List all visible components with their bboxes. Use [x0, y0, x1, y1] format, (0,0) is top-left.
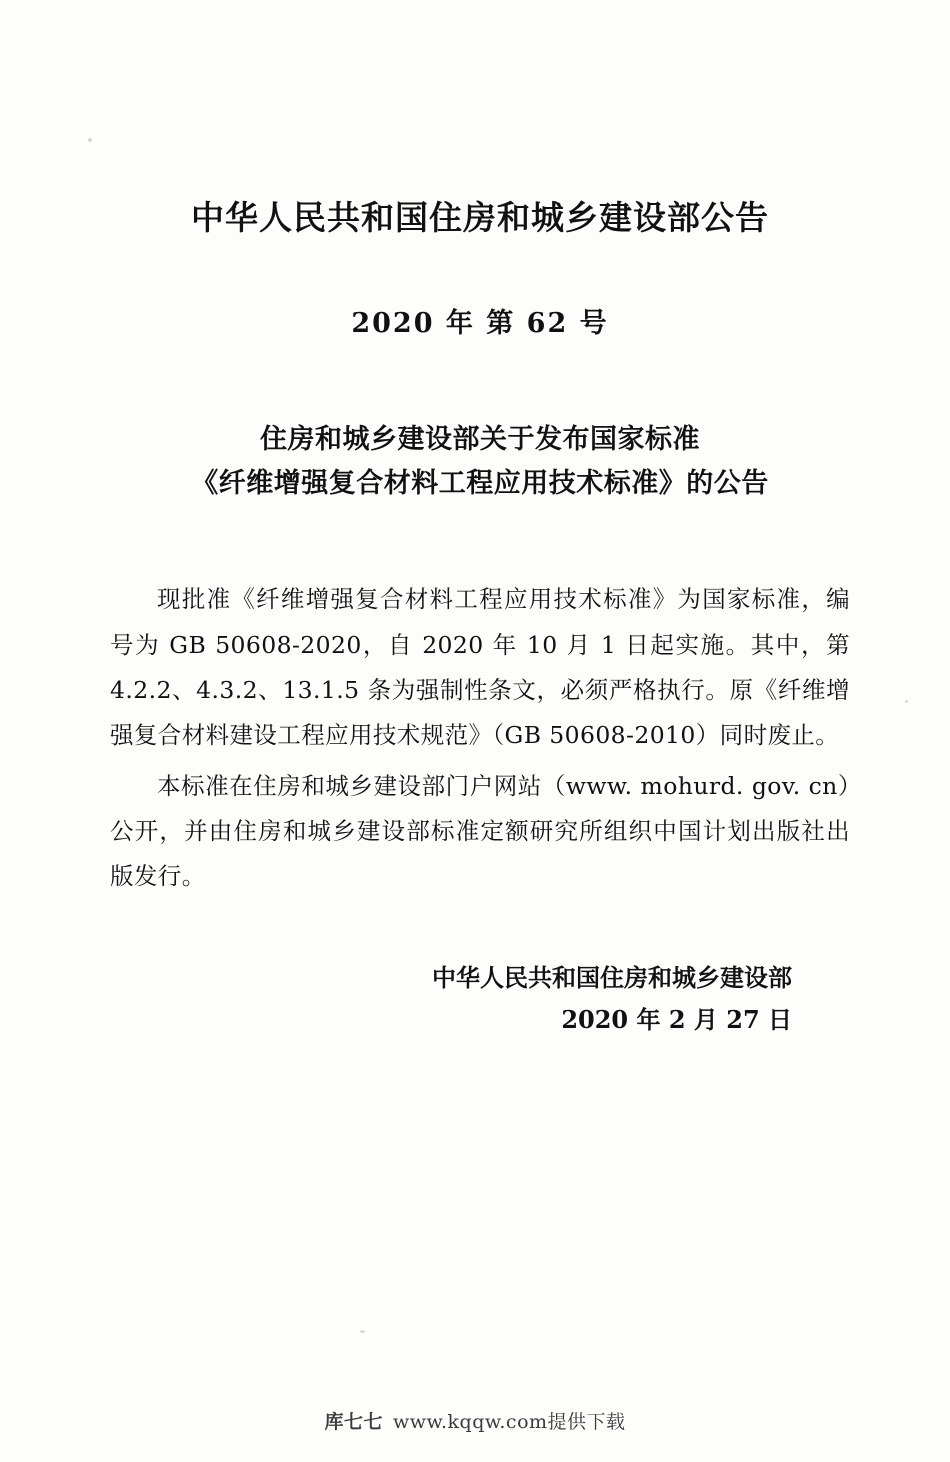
footer-brand: 库七七 [324, 1411, 383, 1433]
announcement-body [110, 577, 850, 899]
document-content [110, 150, 850, 1041]
subject-line-1: 住房和城乡建设部关于发布国家标准 [260, 424, 700, 455]
footer-site: www.kqqw.com提供下载 [392, 1411, 626, 1433]
subject-line-2: 《纤维增强复合材料工程应用技术标准》的公告 [191, 467, 769, 499]
signature-issuer: 中华人民共和国住房和城乡建设部 [432, 963, 792, 993]
page-title: 中华人民共和国住房和城乡建设部公告 [191, 198, 769, 237]
scan-speck [360, 1330, 365, 1333]
signature-date: 2020 年 2 月 27 日 [561, 1005, 792, 1035]
page-footer [0, 1407, 950, 1434]
body-paragraph-2: 本标准在住房和城乡建设部门户网站（www. mohurd. gov. cn）公开，并由住房和城乡建设部标准定额研究所组织中国计划出版社出版发行。 [110, 771, 850, 891]
scan-speck [88, 138, 92, 142]
announcement-subject [110, 418, 850, 505]
body-paragraph-1: 现批准《纤维增强复合材料工程应用技术标准》为国家标准，编号为 GB 50608-2020，自 2020 年 10 月 1 日起实施。其中，第 4.2.2、4.3.2、13.1.5 条为强制性条文，必须严格执行。原《纤维增强复合材料建设工程应用技术规范》（GB 50608-2010）同时废止。 [110, 585, 850, 749]
announcement-number: 2020 年 第 62 号 [351, 308, 609, 339]
signature-block [110, 957, 850, 1041]
scan-speck [905, 700, 908, 703]
